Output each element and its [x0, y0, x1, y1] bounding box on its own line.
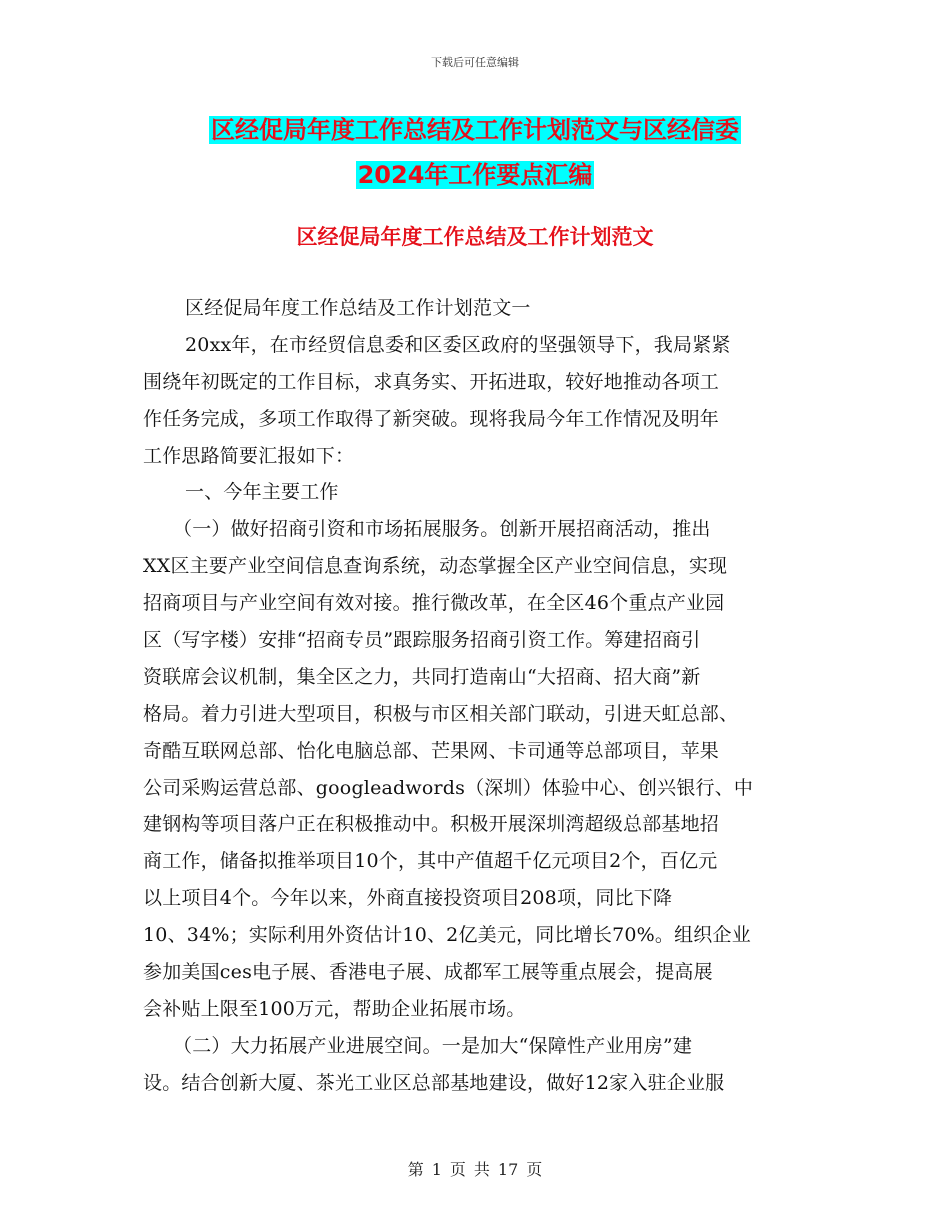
- body-line: （一）做好招商引资和市场拓展服务。创新开展招商活动，推出: [173, 518, 711, 541]
- page-total: 17: [497, 1160, 519, 1179]
- body-line: 会补贴上限至100万元，帮助企业拓展市场。: [143, 997, 526, 1020]
- body-line: 围绕年初既定的工作目标，求真务实、开拓进取，较好地推动各项工: [143, 370, 720, 393]
- page-header-note: 下载后可任意编辑: [431, 56, 519, 69]
- body-line: 商工作，储备拟推举项目10个，其中产值超千亿元项目2个，百亿元: [143, 850, 718, 873]
- body-text: [143, 290, 808, 1102]
- body-line: （二）大力拓展产业进展空间。一是加大“保障性产业用房”建: [173, 1034, 693, 1057]
- body-line: 参加美国ces电子展、香港电子展、成都军工展等重点展会，提高展: [143, 961, 713, 984]
- body-line: XX区主要产业空间信息查询系统，动态掌握全区产业空间信息，实现: [143, 555, 728, 578]
- body-line: 招商项目与产业空间有效对接。推行微改革，在全区46个重点产业园: [143, 592, 725, 615]
- body-line: 建钢构等项目落户正在积极推动中。积极开展深圳湾超级总部基地招: [143, 813, 720, 836]
- body-line: 10、34%；实际利用外资估计10、2亿美元，同比增长70%。组织企业: [143, 924, 751, 947]
- document-title-line-2: [0, 157, 950, 193]
- body-line: 一、今年主要工作: [185, 481, 339, 504]
- footer-mid-2: 共: [473, 1160, 490, 1179]
- body-line: 作任务完成，多项工作取得了新突破。现将我局今年工作情况及明年: [143, 407, 720, 430]
- body-line: 20xx年，在市经贸信息委和区委区政府的坚强领导下，我局紧紧: [185, 333, 731, 356]
- body-line: 以上项目4个。今年以来，外商直接投资项目208项，同比下降: [143, 887, 673, 910]
- page-number: 1: [431, 1160, 442, 1179]
- body-line: 设。结合创新大厦、茶光工业区总部基地建设，做好12家入驻企业服: [143, 1071, 725, 1094]
- body-line: 格局。着力引进大型项目，积极与市区相关部门联动，引进天虹总部、: [143, 702, 739, 725]
- document-title-text-1: 区经促局年度工作总结及工作计划范文与区经信委: [211, 116, 739, 144]
- body-line: 资联席会议机制，集全区之力，共同打造南山“大招商、招大商”新: [143, 665, 701, 688]
- body-line: 区（写字楼）安排“招商专员”跟踪服务招商引资工作。筹建招商引: [143, 629, 701, 652]
- page-footer: [0, 1157, 950, 1180]
- footer-prefix: 第: [407, 1160, 424, 1179]
- document-title-line-1: [0, 112, 950, 148]
- body-line: 工作思路简要汇报如下：: [143, 444, 355, 467]
- footer-suffix: 页: [526, 1160, 543, 1179]
- body-line: 奇酷互联网总部、怡化电脑总部、芒果网、卡司通等总部项目，苹果: [143, 739, 720, 762]
- footer-mid-1: 页: [449, 1160, 466, 1179]
- section-heading: 区经促局年度工作总结及工作计划范文: [296, 225, 654, 249]
- body-line: 区经促局年度工作总结及工作计划范文一: [185, 297, 531, 319]
- body-line: 公司采购运营总部、googleadwords（深圳）体验中心、创兴银行、中: [143, 776, 754, 799]
- document-title-text-2: 2024年工作要点汇编: [357, 161, 593, 189]
